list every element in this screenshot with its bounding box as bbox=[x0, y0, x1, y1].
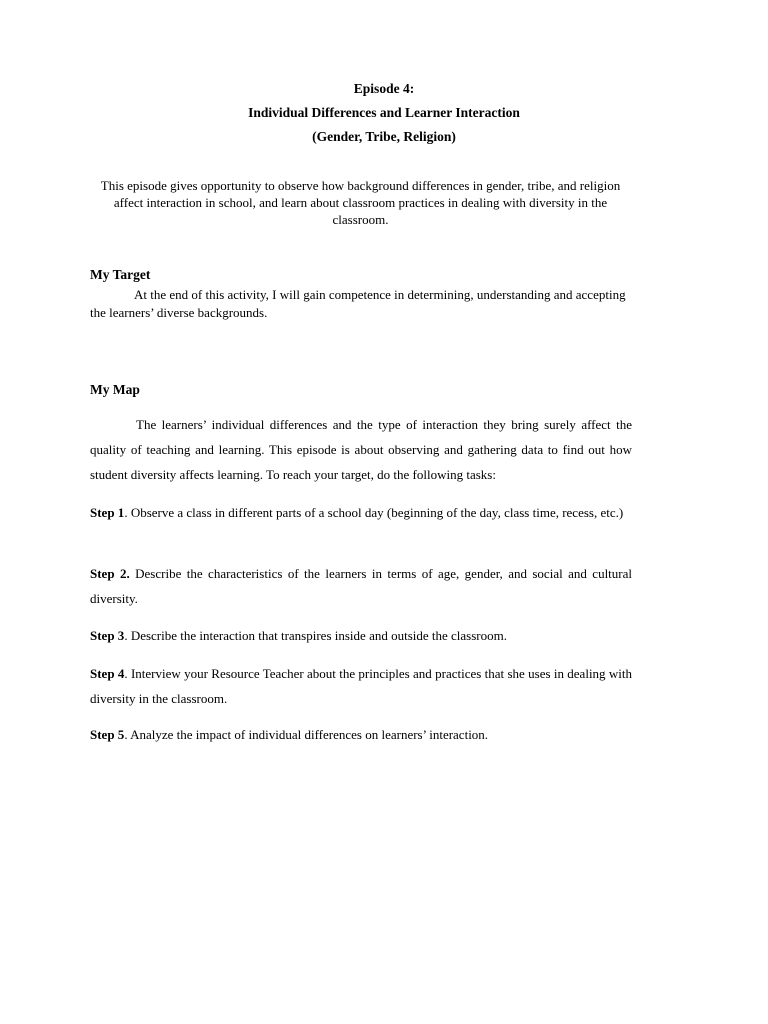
step-3-text: . Describe the interaction that transpires inside and outside the classroom. bbox=[124, 628, 507, 643]
step-4-label: Step 4 bbox=[90, 666, 125, 681]
step-3-label: Step 3 bbox=[90, 628, 125, 643]
step-2 bbox=[90, 561, 632, 611]
intro-paragraph: This episode gives opportunity to observe how background differences in gender, tribe, and religion affect interaction in school, and learn about classroom practices in dealing with diversity in the classroom. bbox=[100, 178, 621, 227]
step-2-text: Describe the characteristics of the learners in terms of age, gender, and social and cultural diversity. bbox=[90, 566, 632, 606]
step-5-label: Step 5 bbox=[90, 727, 125, 742]
episode-subtitle: (Gender, Tribe, Religion) bbox=[312, 129, 456, 144]
my-map-heading: My Map bbox=[90, 382, 140, 397]
step-4-text: . Interview your Resource Teacher about the principles and practices that she uses in dealing with diversity in the classroom. bbox=[90, 666, 632, 706]
step-2-label: Step 2. bbox=[90, 566, 130, 581]
my-target-heading: My Target bbox=[90, 267, 151, 282]
step-1-label: Step 1 bbox=[90, 505, 125, 520]
episode-title: Individual Differences and Learner Interaction bbox=[248, 105, 520, 120]
step-5-text: . Analyze the impact of individual differences on learners’ interaction. bbox=[124, 727, 489, 742]
step-1 bbox=[90, 500, 632, 525]
episode-number: Episode 4: bbox=[353, 81, 415, 96]
step-5 bbox=[90, 722, 632, 747]
step-1-text: . Observe a class in different parts of a school day (beginning of the day, class time, recess, etc.) bbox=[124, 505, 624, 520]
my-map-text: The learners’ individual differences and the type of interaction they bring surely affect the quality of teaching and learning. This episode is about observing and gathering data to find out how student diversity affects learning. To reach your target, do the following tasks: bbox=[90, 417, 632, 482]
my-target-text: At the end of this activity, I will gain competence in determining, understanding and accepting the learners’ diverse backgrounds. bbox=[90, 287, 626, 320]
step-3 bbox=[90, 623, 632, 648]
step-4 bbox=[90, 661, 632, 711]
